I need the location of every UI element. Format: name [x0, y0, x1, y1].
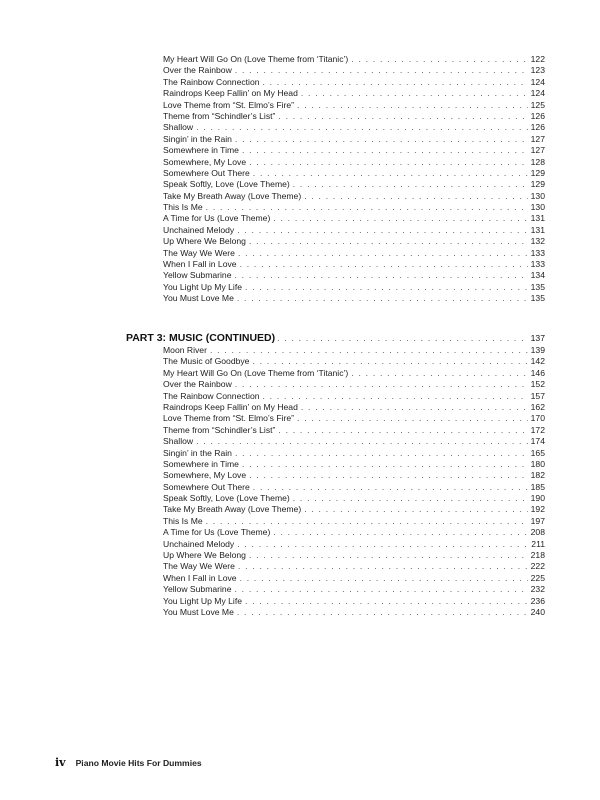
toc-entry-page: 211: [531, 538, 545, 549]
toc-entry: [163, 527, 545, 538]
dot-leader: [297, 413, 528, 424]
dot-leader: [234, 270, 527, 281]
toc-entry-title: My Heart Will Go On (Love Theme from ‘Titanic’): [163, 54, 349, 64]
dot-leader: [242, 145, 528, 156]
dot-leader: [237, 539, 528, 550]
toc-entry-page: 130: [530, 190, 545, 201]
toc-entry-page: 170: [530, 413, 545, 424]
toc-entry: [163, 550, 545, 561]
toc-entry: [163, 179, 545, 190]
toc-entry-page: 152: [530, 379, 545, 390]
toc-entry-title: Somewhere Out There: [163, 481, 250, 492]
toc-entry: [163, 191, 545, 202]
toc-entry-title: You Light Up My Life: [163, 281, 242, 292]
dot-leader: [206, 202, 528, 213]
toc-entry-title: The Rainbow Connection: [163, 390, 260, 401]
toc-entry: [163, 293, 545, 304]
toc-entry-title: A Time for Us (Love Theme): [163, 527, 271, 538]
toc-entry-page: 172: [530, 424, 545, 435]
toc-entry-title: Singin’ in the Rain: [163, 447, 232, 458]
toc-entry: [163, 270, 545, 281]
toc-entry-title: This Is Me: [163, 202, 203, 213]
toc-entry: [163, 584, 545, 595]
toc-entry: [163, 236, 545, 247]
toc-entry-page: 157: [530, 390, 545, 401]
toc-entry-title: Over the Rainbow: [163, 65, 232, 76]
toc-entry-page: 124: [530, 76, 545, 87]
toc-entry: [163, 213, 545, 224]
toc-entry: [163, 504, 545, 515]
dot-leader: [249, 550, 528, 561]
dot-leader: [253, 168, 528, 179]
toc-entry: [163, 561, 545, 572]
dot-leader: [263, 77, 528, 88]
toc-list-top: [163, 54, 545, 305]
toc-entry-page: 135: [530, 281, 545, 292]
toc-entry-title: Singin’ in the Rain: [163, 133, 232, 144]
toc-entry-title: Speak Softly, Love (Love Theme): [163, 493, 290, 504]
dot-leader: [304, 504, 527, 515]
toc-entry: [163, 391, 545, 402]
toc-entry-page: 142: [530, 356, 545, 367]
toc-entry-page: 129: [530, 167, 545, 178]
toc-entry: [163, 111, 545, 122]
toc-entry-title: Speak Softly, Love (Love Theme): [163, 179, 290, 190]
toc-entry: [163, 225, 545, 236]
dot-leader: [237, 293, 528, 304]
dot-leader: [210, 345, 528, 356]
toc-entry: [163, 157, 545, 168]
dot-leader: [196, 436, 528, 447]
running-title: Piano Movie Hits For Dummies: [75, 758, 202, 768]
toc-entry-page: 185: [530, 481, 545, 492]
toc-entry-title: Moon River: [163, 345, 207, 355]
toc-entry-title: Raindrops Keep Fallin’ on My Head: [163, 401, 298, 412]
toc-entry-title: Yellow Submarine: [163, 584, 232, 595]
toc-entry-title: My Heart Will Go On (Love Theme from ‘Titanic’): [163, 367, 349, 378]
toc-entry-page: 139: [530, 345, 545, 355]
toc-entry-page: 131: [530, 213, 545, 224]
dot-leader: [245, 596, 528, 607]
dot-leader: [249, 157, 528, 168]
toc-list-part3: [163, 345, 545, 618]
toc-entry: [163, 100, 545, 111]
toc-entry-title: You Must Love Me: [163, 606, 234, 617]
toc-entry-title: Take My Breath Away (Love Theme): [163, 504, 302, 515]
toc-entry-page: 180: [530, 458, 545, 469]
dot-leader: [240, 259, 528, 270]
toc-entry-page: 127: [530, 133, 545, 144]
dot-leader: [293, 493, 528, 504]
toc-entry-title: Theme from “Schindler’s List”: [163, 424, 276, 435]
toc-entry: [163, 282, 545, 293]
dot-leader: [301, 402, 528, 413]
toc-entry-page: 126: [530, 110, 545, 121]
dot-leader: [351, 54, 527, 65]
part-heading: [126, 332, 545, 344]
toc-entry-title: Unchained Melody: [163, 224, 235, 235]
toc-entry-title: Theme from “Schindler’s List”: [163, 110, 276, 121]
toc-entry: [163, 259, 545, 270]
toc-entry-page: 236: [530, 595, 545, 606]
toc-entry: [163, 436, 545, 447]
toc-entry-page: 134: [530, 270, 545, 281]
dot-leader: [301, 88, 528, 99]
toc-entry: [163, 122, 545, 133]
toc-entry-title: Love Theme from “St. Elmo’s Fire”: [163, 413, 295, 424]
toc-entry-page: 222: [530, 561, 545, 572]
dot-leader: [238, 248, 528, 259]
toc-entry-title: The Way We Were: [163, 561, 235, 572]
toc-entry: [163, 356, 545, 367]
toc-entry: [163, 573, 545, 584]
dot-leader: [235, 134, 528, 145]
toc-entry-title: The Way We Were: [163, 247, 235, 258]
dot-leader: [240, 573, 528, 584]
toc-entry-title: When I Fall in Love: [163, 259, 237, 270]
toc-entry-page: 126: [530, 122, 545, 133]
toc-entry-page: 125: [530, 99, 545, 110]
toc-entry: [163, 379, 545, 390]
toc-entry: [163, 539, 545, 550]
dot-leader: [235, 65, 528, 76]
dot-leader: [249, 470, 528, 481]
toc-entry-title: Somewhere, My Love: [163, 156, 247, 167]
dot-leader: [278, 111, 527, 122]
dot-leader: [237, 225, 527, 236]
dot-leader: [249, 236, 528, 247]
toc-entry-page: 190: [530, 493, 545, 504]
toc-entry-title: The Rainbow Connection: [163, 76, 260, 87]
toc-entry: [163, 413, 545, 424]
page-footer: [55, 756, 202, 769]
toc-entry-page: 232: [530, 584, 545, 595]
toc-entry-page: 132: [530, 236, 545, 247]
dot-leader: [253, 482, 528, 493]
toc-entry-title: Somewhere Out There: [163, 167, 250, 178]
toc-entry-page: 192: [530, 504, 545, 515]
toc-entry-page: 135: [530, 293, 545, 304]
toc-entry: [163, 596, 545, 607]
toc-entry-title: Raindrops Keep Fallin’ on My Head: [163, 88, 298, 99]
dot-leader: [235, 448, 528, 459]
toc-entry-title: Yellow Submarine: [163, 270, 232, 281]
toc-entry: [163, 77, 545, 88]
toc-entry: [163, 202, 545, 213]
toc-entry: [163, 88, 545, 99]
toc-entry: [163, 345, 545, 356]
toc-entry-title: The Music of Goodbye: [163, 356, 250, 367]
toc-entry-page: 127: [530, 145, 545, 156]
dot-leader: [235, 379, 528, 390]
toc-entry-page: 182: [530, 470, 545, 481]
toc-entry-title: Love Theme from “St. Elmo’s Fire”: [163, 99, 295, 110]
dot-leader: [242, 459, 528, 470]
toc-entry-page: 197: [530, 515, 545, 526]
toc-entry-page: 122: [530, 54, 545, 64]
dot-leader: [206, 516, 528, 527]
toc-entry: [163, 607, 545, 618]
toc-entry: [163, 402, 545, 413]
toc-entry-page: 133: [530, 247, 545, 258]
toc-entry-title: You Light Up My Life: [163, 595, 242, 606]
toc-entry: [163, 459, 545, 470]
toc-entry: [163, 168, 545, 179]
dot-leader: [263, 391, 528, 402]
toc-entry-title: You Must Love Me: [163, 293, 234, 304]
toc-entry-page: 133: [530, 259, 545, 270]
dot-leader: [293, 179, 528, 190]
toc-entry-page: 162: [530, 401, 545, 412]
dot-leader: [351, 368, 527, 379]
toc-entry-page: 131: [530, 224, 545, 235]
toc-entry-title: A Time for Us (Love Theme): [163, 213, 271, 224]
toc-entry: [163, 248, 545, 259]
dot-leader: [273, 213, 527, 224]
dot-leader: [252, 356, 527, 367]
toc-entry-title: When I Fall in Love: [163, 572, 237, 583]
dot-leader: [278, 425, 527, 436]
toc-entry-title: Somewhere in Time: [163, 458, 239, 469]
toc-entry-page: 128: [530, 156, 545, 167]
toc-entry-page: 218: [530, 550, 545, 561]
toc-entry-page: 225: [530, 572, 545, 583]
dot-leader: [238, 561, 528, 572]
toc-entry: [163, 368, 545, 379]
toc-entry-title: Somewhere in Time: [163, 145, 239, 156]
toc-entry-title: Unchained Melody: [163, 538, 235, 549]
part-heading-page: 137: [530, 333, 545, 343]
toc-entry-title: Up Where We Belong: [163, 236, 246, 247]
toc-entry-page: 165: [530, 447, 545, 458]
toc-entry-title: Take My Breath Away (Love Theme): [163, 190, 302, 201]
toc-entry-title: Somewhere, My Love: [163, 470, 247, 481]
toc-entry-page: 240: [530, 606, 545, 617]
dot-leader: [273, 527, 527, 538]
toc-entry-title: Shallow: [163, 436, 194, 447]
toc-entry-title: Up Where We Belong: [163, 550, 246, 561]
toc-entry-page: 208: [530, 527, 545, 538]
page-number: iv: [55, 756, 66, 769]
toc-entry: [163, 448, 545, 459]
toc-entry: [163, 54, 545, 65]
toc-entry-page: 129: [530, 179, 545, 190]
toc-entry-title: This Is Me: [163, 515, 203, 526]
toc-entry: [163, 65, 545, 76]
toc-entry: [163, 493, 545, 504]
dot-leader: [277, 333, 529, 343]
dot-leader: [245, 282, 528, 293]
part-heading-title: PART 3: MUSIC (CONTINUED): [126, 332, 276, 344]
dot-leader: [196, 122, 528, 133]
dot-leader: [237, 607, 528, 618]
toc-entry-title: Over the Rainbow: [163, 379, 232, 390]
toc-entry-page: 146: [530, 367, 545, 378]
toc-entry-title: Shallow: [163, 122, 194, 133]
toc-entry: [163, 470, 545, 481]
toc-entry: [163, 425, 545, 436]
dot-leader: [234, 584, 527, 595]
toc-entry: [163, 145, 545, 156]
toc-entry: [163, 516, 545, 527]
toc-entry: [163, 134, 545, 145]
dot-leader: [304, 191, 527, 202]
toc-entry-page: 174: [530, 436, 545, 447]
toc-entry: [163, 482, 545, 493]
dot-leader: [297, 100, 528, 111]
toc-entry-page: 123: [530, 65, 545, 76]
toc-entry-page: 130: [530, 202, 545, 213]
toc-entry-page: 124: [530, 88, 545, 99]
